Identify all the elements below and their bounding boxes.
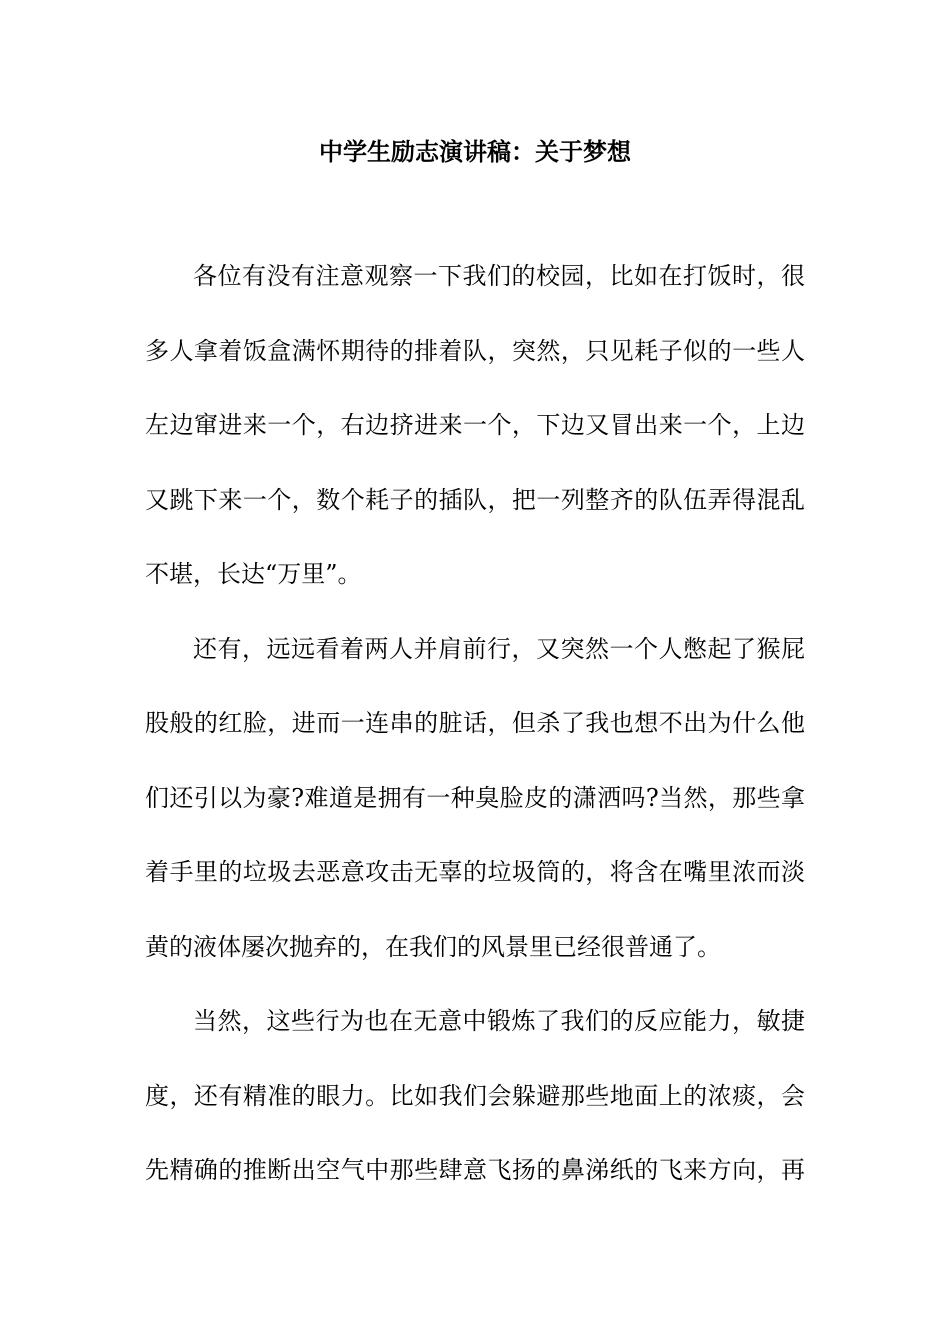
paragraph-line: 股般的红脸，进而一连串的脏话，但杀了我也想不出为什么他 xyxy=(145,709,805,737)
paragraph-3 xyxy=(145,1001,805,1225)
paragraph-line: 不堪，长达“万里”。 xyxy=(145,560,362,588)
paragraph-2 xyxy=(145,629,805,1002)
paragraph-line: 左边窜进来一个，右边挤进来一个，下边又冒出来一个，上边 xyxy=(145,411,805,439)
paragraph-line: 着手里的垃圾去恶意攻击无辜的垃圾筒的，将含在嘴里浓而淡 xyxy=(145,858,805,886)
paragraph-line: 还有，远远看着两人并肩前行，又突然一个人憋起了猴屁 xyxy=(193,634,805,663)
paragraph-line: 们还引以为豪?难道是拥有一种臭脸皮的潇洒吗?当然，那些拿 xyxy=(145,783,805,812)
paragraph-line: 各位有没有注意观察一下我们的校园，比如在打饭时，很 xyxy=(193,262,805,290)
paragraph-1 xyxy=(145,256,805,629)
paragraph-line: 又跳下来一个，数个耗子的插队，把一列整齐的队伍弄得混乱 xyxy=(145,485,805,514)
paragraph-line: 当然，这些行为也在无意中锻炼了我们的反应能力，敏捷 xyxy=(193,1007,805,1035)
document-title: 中学生励志演讲稿：关于梦想 xyxy=(319,138,631,166)
paragraph-line: 度，还有精准的眼力。比如我们会躲避那些地面上的浓痰，会 xyxy=(145,1081,805,1110)
paragraph-line: 先精确的推断出空气中那些肆意飞扬的鼻涕纸的飞来方向，再 xyxy=(145,1156,805,1184)
document-body xyxy=(145,256,805,1225)
paragraph-line: 多人拿着饭盒满怀期待的排着队，突然，只见耗子似的一些人 xyxy=(145,336,805,365)
paragraph-line: 黄的液体屡次抛弃的，在我们的风景里已经很普通了。 xyxy=(145,932,721,961)
